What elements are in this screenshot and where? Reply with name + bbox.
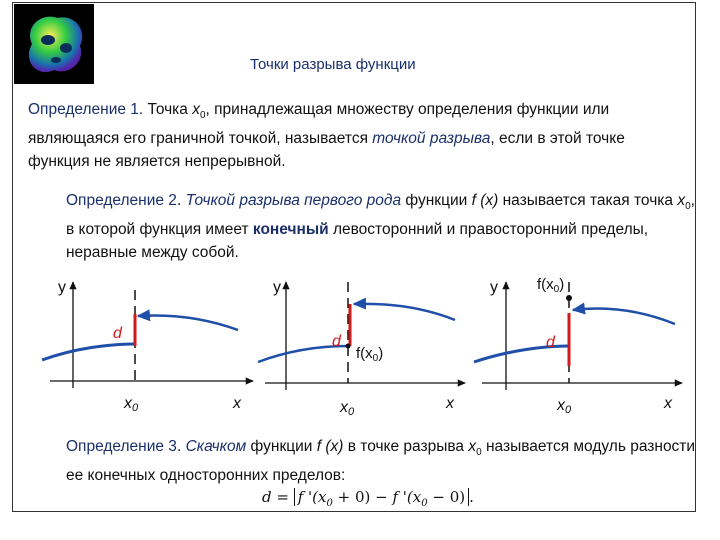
formula-subscript: 0 bbox=[421, 498, 428, 509]
formula-term: − 0) bbox=[427, 488, 466, 506]
jump-d-label: d bbox=[113, 325, 122, 342]
definition-3-text: называется модуль разности ее конечных односторонних пределов: bbox=[66, 438, 696, 485]
definition-2-text: функции bbox=[401, 192, 472, 209]
definition-1-term: точкой разрыва bbox=[372, 130, 491, 148]
x0-subscript: 0 bbox=[199, 110, 206, 122]
right-branch-curve bbox=[354, 304, 455, 320]
definition-1-text: Точка bbox=[143, 101, 193, 118]
y-axis-label: y bbox=[490, 279, 498, 296]
definition-2-emphasis: конечный bbox=[252, 221, 329, 239]
formula-abs-value bbox=[294, 488, 469, 509]
definition-2-text: называется такая точка bbox=[498, 192, 678, 209]
jump-d-label: d bbox=[546, 334, 555, 351]
function-symbol: f (x) bbox=[316, 438, 344, 455]
x-axis-label: x bbox=[664, 395, 672, 412]
x0-subscript: 0 bbox=[476, 447, 482, 459]
x0-symbol: x bbox=[677, 192, 686, 209]
left-branch-curve bbox=[42, 344, 135, 360]
x0-label: x0 bbox=[124, 395, 139, 414]
formula-term: f '(x bbox=[297, 488, 327, 506]
f-x0-label: $f(x_0)$ bbox=[356, 345, 384, 364]
definition-3-text: в точке разрыва bbox=[343, 438, 469, 455]
definition-2-text: , в которой функция имеет bbox=[66, 192, 695, 239]
formula-minus: − bbox=[370, 488, 393, 506]
definition-3-text: . bbox=[176, 438, 186, 455]
right-branch-curve bbox=[138, 316, 238, 330]
x0-symbol: x bbox=[192, 101, 200, 118]
definition-2-term: Точкой разрыва первого рода bbox=[185, 192, 402, 209]
x0-subscript: 0 bbox=[685, 201, 691, 213]
f-x0-label: $f(x_0)$ bbox=[537, 276, 565, 295]
jump-formula bbox=[262, 488, 474, 509]
definition-2-text: левосторонний и правосторонний пределы, неравные между собой. bbox=[66, 221, 649, 262]
definition-2-label: Определение 2 bbox=[66, 192, 177, 209]
formula-term: + 0) bbox=[332, 488, 371, 506]
definition-3-term: Скачком bbox=[185, 438, 247, 455]
definition-2-text: . bbox=[176, 192, 186, 209]
graph-2 bbox=[258, 282, 465, 390]
definition-3 bbox=[66, 435, 696, 487]
y-axis-label: y bbox=[273, 279, 281, 296]
graph-1 bbox=[42, 282, 253, 388]
definition-1-label: Определение 1. bbox=[28, 101, 144, 118]
function-symbol: f (x) bbox=[471, 192, 499, 209]
definition-1-text: , принадлежащая множеству определения функции или являющаяся его граничной точкой, называется bbox=[28, 101, 610, 148]
x0-label: x0 bbox=[340, 399, 355, 418]
right-branch-curve bbox=[573, 309, 675, 324]
formula-dot: . bbox=[469, 488, 474, 506]
formula-term: f '(x bbox=[392, 488, 422, 506]
x0-symbol: x bbox=[468, 438, 477, 455]
graph-3 bbox=[474, 282, 682, 390]
definition-3-label: Определение 3 bbox=[66, 438, 177, 455]
point-f-x0 bbox=[566, 295, 572, 301]
x-axis-label: x bbox=[446, 395, 454, 412]
x-axis-label: x bbox=[233, 395, 241, 412]
definition-3-text: функции bbox=[246, 438, 317, 455]
x0-label: x0 bbox=[557, 397, 572, 416]
jump-d-label: d bbox=[332, 333, 341, 350]
formula-subscript: 0 bbox=[326, 498, 333, 509]
formula-lhs: d = bbox=[262, 488, 289, 506]
definition-1-text: , если в этой точке функция не является непрерывной. bbox=[28, 130, 625, 171]
page-title: Точки разрыва функции bbox=[250, 56, 416, 73]
y-axis-label: y bbox=[58, 279, 66, 296]
point-f-x0 bbox=[346, 344, 351, 349]
